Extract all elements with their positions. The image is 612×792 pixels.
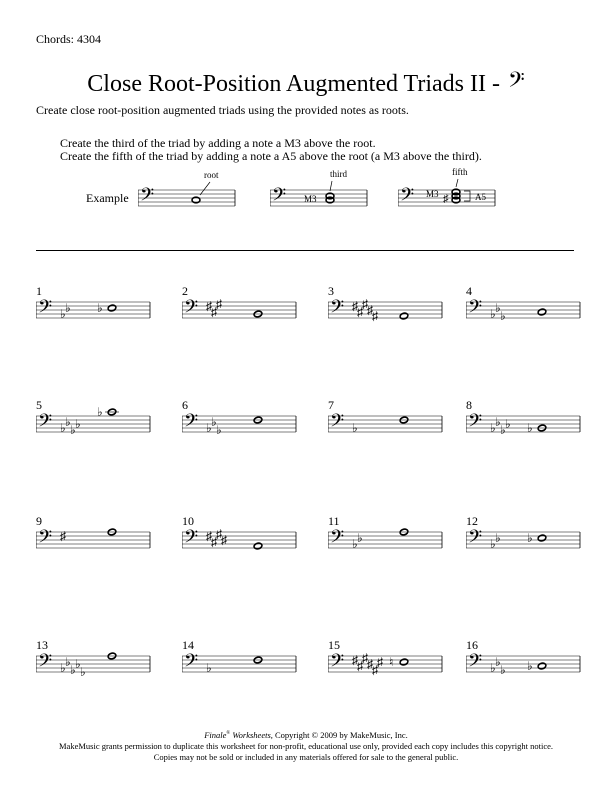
root-note	[537, 308, 546, 315]
staff-lines	[328, 416, 442, 432]
bass-clef-icon: 𝄢	[38, 296, 53, 321]
example-staff-fifth	[398, 168, 498, 218]
staff-lines	[36, 532, 150, 548]
flat-icon: ♭	[65, 301, 71, 315]
sharp-icon: ♯	[443, 193, 449, 205]
bass-clef-icon: 𝄢	[468, 296, 483, 321]
fifth-arrow-icon	[456, 179, 458, 187]
exercise-number: 10	[182, 514, 194, 528]
exercise-number: 5	[36, 398, 42, 412]
example-staff-third	[270, 168, 370, 218]
exercise-number: 4	[466, 284, 472, 298]
staff	[182, 510, 298, 566]
sharp-icon: ♯	[352, 299, 358, 313]
third-label: third	[330, 169, 347, 179]
bass-clef-icon: 𝄢	[184, 410, 199, 435]
exercise-number: 13	[36, 638, 48, 652]
flat-icon: ♭	[75, 657, 81, 671]
flat-icon: ♭	[505, 417, 511, 431]
a5-bracket-icon	[464, 191, 470, 201]
staff-lines	[36, 302, 150, 318]
flat-icon: ♭	[70, 423, 76, 437]
flat-icon: ♭	[60, 421, 66, 435]
page-title	[0, 68, 612, 99]
flat-icon: ♭	[75, 417, 81, 431]
exercise-15	[328, 638, 394, 677]
flat-icon: ♭	[206, 661, 212, 675]
bass-clef-icon: 𝄢	[507, 68, 525, 97]
exercise-7	[328, 398, 358, 435]
exercise-number: 6	[182, 398, 188, 412]
exercise-number: 15	[328, 638, 340, 652]
staff	[36, 394, 152, 450]
staff-lines	[466, 416, 580, 432]
sharp-icon: ♯	[357, 659, 363, 673]
example-label: Example	[86, 191, 129, 205]
sharp-icon: ♯	[60, 529, 66, 543]
staff-lines	[182, 656, 296, 672]
sharp-icon: ♯	[216, 527, 222, 541]
exercise-number: 12	[466, 514, 478, 528]
exercise-number: 9	[36, 514, 42, 528]
natural-icon: ♮	[389, 655, 394, 669]
instructions-step-fifth: Create the fifth of the triad by adding a note a A5 above the root (a M3 above the third).	[60, 149, 482, 163]
exercise-1	[36, 284, 103, 321]
bass-clef-icon: 𝄢	[330, 650, 345, 675]
flat-icon: ♭	[500, 423, 506, 437]
staff	[182, 634, 298, 690]
sharp-icon: ♯	[206, 299, 212, 313]
staff	[466, 394, 582, 450]
instructions-step-third: Create the third of the triad by adding a note a M3 above the root.	[60, 136, 376, 150]
exercise-4	[466, 284, 506, 323]
staff	[36, 510, 152, 566]
flat-icon: ♭	[500, 309, 506, 323]
bass-clef-icon: 𝄢	[38, 526, 53, 551]
staff-lines	[182, 532, 296, 548]
exercise-13	[36, 638, 86, 679]
staff-lines	[328, 656, 442, 672]
staff-lines	[182, 302, 296, 318]
flat-icon: ♭	[490, 537, 496, 551]
sharp-icon: ♯	[372, 663, 378, 677]
sharp-icon: ♯	[216, 297, 222, 311]
flat-icon: ♭	[65, 415, 71, 429]
flat-icon: ♭	[216, 423, 222, 437]
example-staff-root	[138, 168, 238, 218]
root-arrow-icon	[200, 182, 210, 195]
exercise-14	[182, 638, 212, 675]
flat-icon: ♭	[495, 301, 501, 315]
exercise-number: 16	[466, 638, 478, 652]
flat-icon: ♭	[97, 405, 103, 419]
bass-clef-icon: 𝄢	[468, 650, 483, 675]
flat-icon: ♭	[527, 421, 533, 435]
sharp-icon: ♯	[357, 305, 363, 319]
root-note	[399, 658, 408, 665]
bass-clef-icon: 𝄢	[184, 296, 199, 321]
root-note	[537, 534, 546, 541]
bass-clef-icon: 𝄢	[38, 650, 53, 675]
staff-lines	[36, 416, 150, 432]
flat-icon: ♭	[490, 307, 496, 321]
sharp-icon: ♯	[206, 529, 212, 543]
root-note	[253, 542, 262, 549]
flat-icon: ♭	[357, 531, 363, 545]
staff	[182, 394, 298, 450]
exercise-number: 11	[328, 514, 340, 528]
root-label: root	[204, 170, 219, 180]
staff	[466, 510, 582, 566]
flat-icon: ♭	[495, 415, 501, 429]
flat-icon: ♭	[490, 661, 496, 675]
flat-icon: ♭	[65, 655, 71, 669]
exercise-number: 8	[466, 398, 472, 412]
bass-clef-icon: 𝄢	[400, 184, 415, 209]
exercise-6	[182, 398, 222, 437]
footer-restriction: Copies may not be sold or included in any materials offered for sale to the general public.	[153, 752, 459, 762]
staff	[36, 634, 152, 690]
bass-clef-icon: 𝄢	[140, 184, 155, 209]
sharp-icon: ♯	[211, 305, 217, 319]
m3-label: M3	[304, 194, 317, 204]
root-note	[399, 312, 408, 319]
exercise-8	[466, 398, 533, 437]
bass-clef-icon: 𝄢	[468, 526, 483, 551]
exercise-number: 3	[328, 284, 334, 298]
exercise-number: 1	[36, 284, 42, 298]
sharp-icon: ♯	[377, 655, 383, 669]
bass-clef-icon: 𝄢	[272, 184, 287, 209]
flat-icon: ♭	[80, 665, 86, 679]
staff-lines	[466, 532, 580, 548]
exercise-12	[466, 514, 533, 551]
flat-icon: ♭	[60, 661, 66, 675]
exercise-9	[36, 514, 66, 551]
sharp-icon: ♯	[367, 657, 373, 671]
staff	[466, 634, 582, 690]
exercise-16	[466, 638, 533, 677]
sharp-icon: ♯	[362, 651, 368, 665]
bass-clef-icon: 𝄢	[330, 296, 345, 321]
root-note	[537, 662, 546, 669]
third-arrow-icon	[330, 181, 332, 191]
staff	[328, 280, 444, 336]
exercise-5	[36, 398, 103, 437]
section-divider	[36, 250, 574, 251]
footer-copyright: Finale® Worksheets, Copyright © 2009 by MakeMusic, Inc.	[204, 730, 408, 740]
exercise-number: 7	[328, 398, 334, 412]
flat-icon: ♭	[211, 415, 217, 429]
flat-icon: ♭	[527, 531, 533, 545]
staff-lines	[328, 302, 442, 318]
bass-clef-icon: 𝄢	[38, 410, 53, 435]
exercise-number: 2	[182, 284, 188, 298]
staff	[466, 280, 582, 336]
bass-clef-icon: 𝄢	[184, 526, 199, 551]
flat-icon: ♭	[527, 659, 533, 673]
fifth-label: fifth	[452, 168, 468, 177]
staff-lines	[328, 532, 442, 548]
bass-clef-icon: 𝄢	[184, 650, 199, 675]
flat-icon: ♭	[490, 421, 496, 435]
sharp-icon: ♯	[362, 297, 368, 311]
staff-lines	[466, 656, 580, 672]
sharp-icon: ♯	[211, 535, 217, 549]
flat-icon: ♭	[60, 307, 66, 321]
m3-label: M3	[426, 189, 439, 199]
staff	[36, 280, 152, 336]
sharp-icon: ♯	[372, 309, 378, 323]
page-title-text: Close Root-Position Augmented Triads II -	[87, 71, 500, 97]
flat-icon: ♭	[352, 537, 358, 551]
flat-icon: ♭	[352, 421, 358, 435]
staff-lines	[182, 416, 296, 432]
flat-icon: ♭	[97, 301, 103, 315]
sharp-icon: ♯	[352, 653, 358, 667]
sharp-icon: ♯	[367, 303, 373, 317]
flat-icon: ♭	[495, 655, 501, 669]
sharp-icon: ♯	[221, 533, 227, 547]
exercise-10	[182, 514, 227, 551]
staff	[328, 510, 444, 566]
footer-permission: MakeMusic grants permission to duplicate this worksheet for non-profit, educational use only, provided each copy includes this copyright notice.	[59, 741, 553, 751]
staff	[328, 394, 444, 450]
staff-lines	[36, 656, 150, 672]
instructions-main: Create close root-position augmented triads using the provided notes as roots.	[36, 103, 409, 117]
staff	[182, 280, 298, 336]
flat-icon: ♭	[495, 531, 501, 545]
exercise-2	[182, 284, 222, 321]
bass-clef-icon: 𝄢	[330, 410, 345, 435]
flat-icon: ♭	[206, 421, 212, 435]
root-note	[107, 304, 116, 311]
a5-label: A5	[475, 192, 486, 202]
flat-icon: ♭	[70, 663, 76, 677]
staff	[328, 634, 444, 690]
flat-icon: ♭	[500, 663, 506, 677]
exercise-11	[328, 514, 363, 551]
bass-clef-icon: 𝄢	[468, 410, 483, 435]
staff-lines	[466, 302, 580, 318]
exercise-number: 14	[182, 638, 194, 652]
exercise-3	[328, 284, 378, 323]
worksheet-code: Chords: 4304	[36, 32, 102, 46]
bass-clef-icon: 𝄢	[330, 526, 345, 551]
